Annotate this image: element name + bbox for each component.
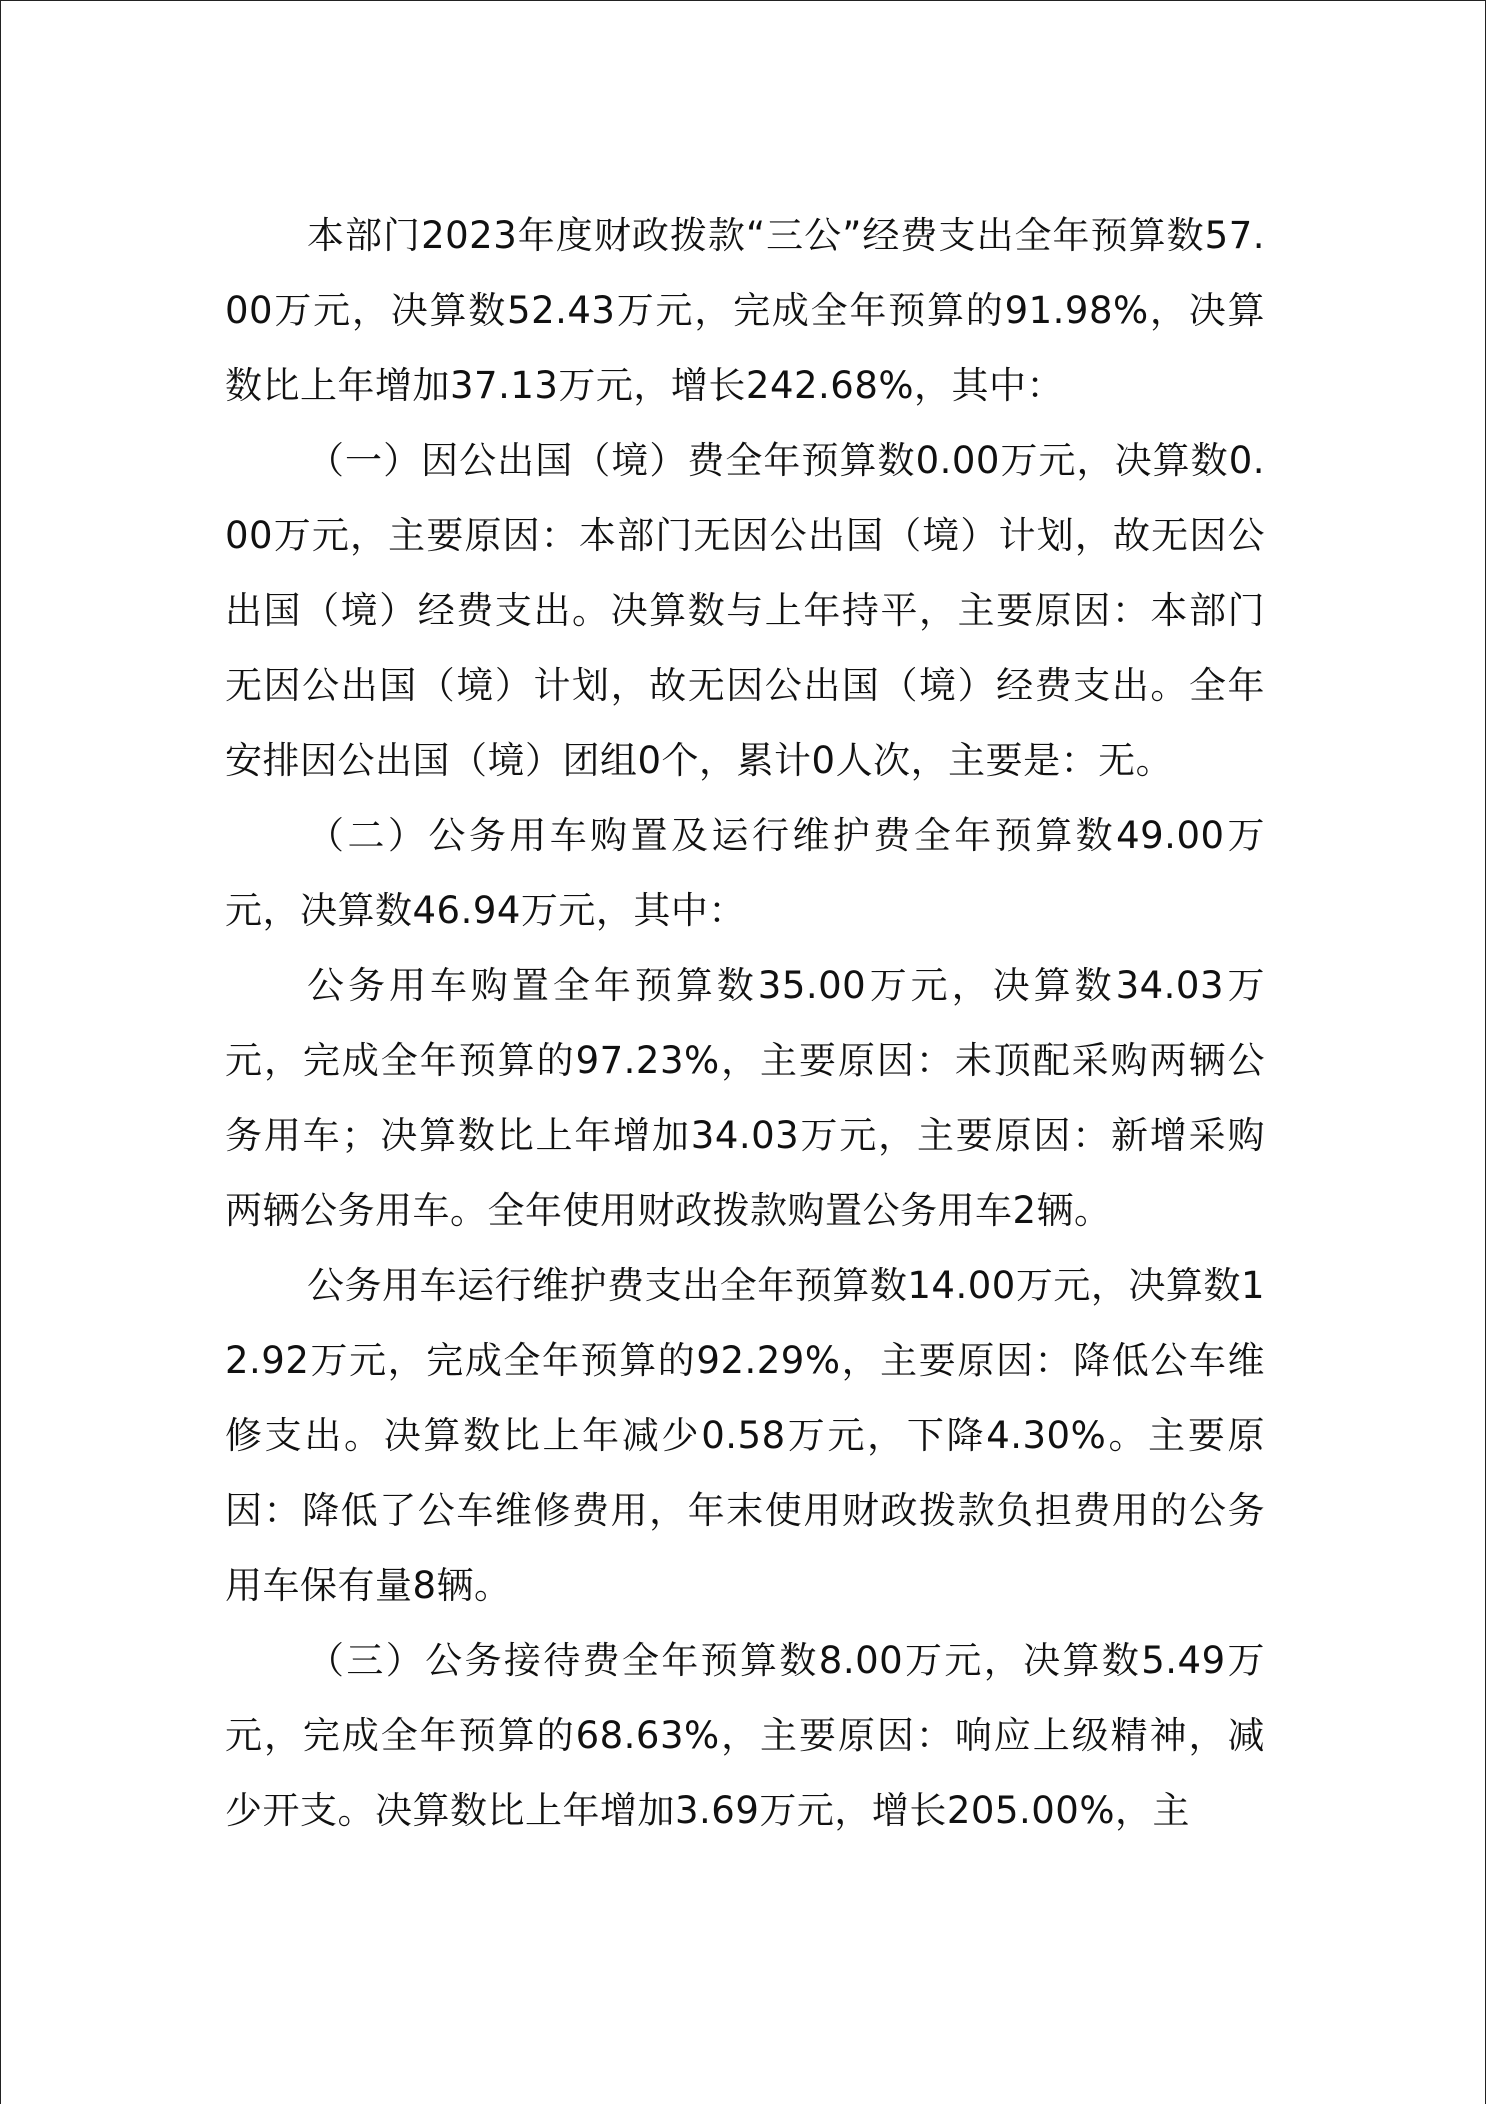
paragraph-vehicle-maintenance: 公务用车运行维护费支出全年预算数14.00万元，决算数12.92万元，完成全年预算的92.29%，主要原因：降低公车维修支出。决算数比上年减少0.58万元，下降4.30%。主要原因：降低了公车维修费用，年末使用财政拨款负担费用的公务用车保有量8辆。 <box>225 1264 1265 1607</box>
paragraph-summary: 本部门2023年度财政拨款“三公”经费支出全年预算数57.00万元，决算数52.43万元，完成全年预算的91.98%，决算数比上年增加37.13万元，增长242.68%，其中： <box>225 214 1265 407</box>
paragraph-vehicle-purchase: 公务用车购置全年预算数35.00万元，决算数34.03万元，完成全年预算的97.23%，主要原因：未顶配采购两辆公务用车；决算数比上年增加34.03万元，主要原因：新增采购两辆公务用车。全年使用财政拨款购置公务用车2辆。 <box>225 964 1265 1232</box>
paragraph-official-vehicles: （二）公务用车购置及运行维护费全年预算数49.00万元，决算数46.94万元，其中： <box>225 814 1265 932</box>
paragraph-overseas-travel: （一）因公出国（境）费全年预算数0.00万元，决算数0.00万元，主要原因：本部门无因公出国（境）计划，故无因公出国（境）经费支出。决算数与上年持平，主要原因：本部门无因公出国（境）计划，故无因公出国（境）经费支出。全年安排因公出国（境）团组0个，累计0人次，主要是：无。 <box>225 439 1265 782</box>
paragraph-official-reception: （三）公务接待费全年预算数8.00万元，决算数5.49万元，完成全年预算的68.63%，主要原因：响应上级精神，减少开支。决算数比上年增加3.69万元，增长205.00%，主 <box>225 1639 1265 1832</box>
document-body <box>225 198 1265 1848</box>
